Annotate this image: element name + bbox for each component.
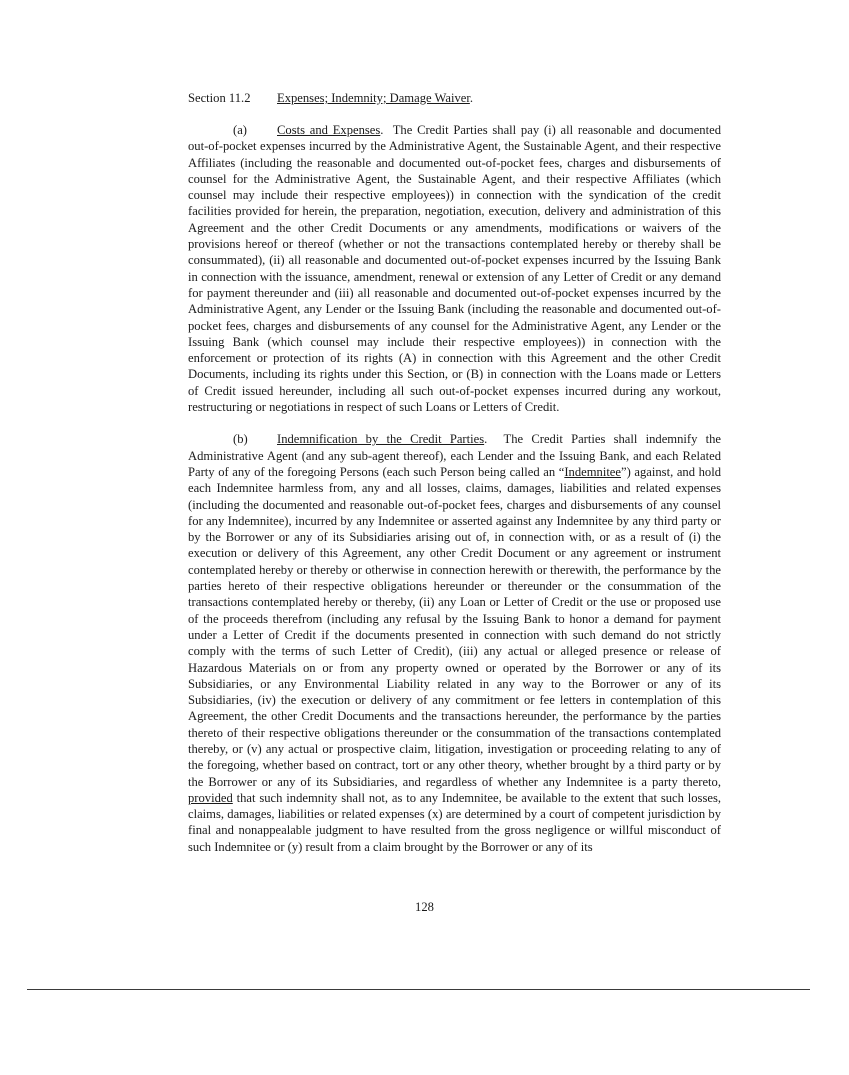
section-title: Expenses; Indemnity; Damage Waiver <box>277 91 470 105</box>
footer-divider <box>27 989 810 990</box>
paragraph-b <box>188 431 725 855</box>
paragraph-a-heading-suffix: . <box>380 123 384 137</box>
paragraph-b-heading-suffix: . <box>484 432 488 447</box>
paragraph-b-text-1: The Credit Parties shall indemnify the Administrative Agent (and any sub-agent thereof), each Lender and the Issuing Bank, and each Related Party of any of the foregoing Persons (each such Person being called an “ <box>188 432 725 479</box>
proviso-term: provided <box>188 790 233 805</box>
paragraph-a <box>188 122 725 415</box>
paragraph-a-text: The Credit Parties shall pay (i) all reasonable and documented out-of-pocket expenses incurred by the Administrative Agent, the Sustainable Agent, and their respective Affiliates (including the reasonable and documented out-of-pocket fees, charges and disbursements of counsel for the Administrative Agent, the Sustainable Agent, and their respective Affiliates (which counsel may include their respective employees)) in connection with the syndication of the credit facilities provided for herein, the preparation, negotiation, execution, delivery and administration of this Agreement and the other Credit Documents or any amendments, modifications or waivers of the provisions hereof or thereof (whether or not the transactions contemplated hereby or thereby shall be consummated), (ii) all reasonable and documented out-of-pocket expenses incurred by the Issuing Bank in connection with the issuance, amendment, renewal or extension of any Letter of Credit or any demand for payment thereunder and (iii) all reasonable and documented out-of-pocket expenses incurred by the Administrative Agent, any Lender or the Issuing Bank (including the reasonable and documented out-of-pocket fees, charges and disbursements of any counsel for the Administrative Agent, any Lender or the Issuing Bank (which counsel may include their respective employees)) in connection with the enforcement or protection of its rights (A) in connection with this Agreement and the other Credit Documents, including its rights under this Section, or (B) in connection with the Loans made or Letters of Credit issued hereunder, including all such out-of-pocket expenses incurred during any workout, restructuring or negotiations in respect of such Loans or Letters of Credit. <box>188 123 725 415</box>
section-number: Section 11.2 <box>188 91 251 105</box>
paragraph-b-label: (b) <box>233 432 248 447</box>
section-heading <box>188 90 721 106</box>
defined-term-indemnitee: Indemnitee <box>564 464 621 479</box>
paragraph-a-heading: Costs and Expenses <box>277 123 381 137</box>
section-title-suffix: . <box>469 91 474 105</box>
document-page <box>188 90 725 871</box>
paragraph-b-text-2: ”) against, and hold each Indemnitee harmless from, any and all losses, claims, damages, liabilities and related expenses (including the documented and reasonable out-of-pocket fees, charges and disbursements of any counsel for any Indemnitee), incurred by any Indemnitee or asserted against any Indemnitee by any third party or by the Borrower or any of its Subsidiaries arising out of, in connection with, or as a result of (i) the execution or delivery of this Agreement, any other Credit Document or any agreement or instrument contemplated hereby or thereby or otherwise in connection herewith or therewith, the performance by the parties hereto of their respective obligations hereunder or thereunder or the consummation of the transactions contemplated hereby or thereby, (ii) any Loan or Letter of Credit or the use or proposed use of the proceeds therefrom (including any refusal by the Issuing Bank to honor a demand for payment under a Letter of Credit if the documents presented in connection with such demand do not strictly comply with the terms of such Letter of Credit), (iii) any actual or alleged presence or release of Hazardous Materials on or from any property owned or operated by the Borrower or any of its Subsidiaries, or any Environmental Liability related in any way to the Borrower or any of its Subsidiaries, (iv) the execution or delivery of any commitment or fee letters in contemplation of this Agreement, the other Credit Documents and the transactions hereunder, the performance by the parties thereto of their respective obligations thereunder or the consummation of the transactions contemplated thereby, or (v) any actual or prospective claim, litigation, investigation or proceeding relating to any of the foregoing, whether based on contract, tort or any other theory, whether brought by a third party or by the Borrower or any of its Subsidiaries, and regardless of whether any Indemnitee is a party thereto, <box>188 464 722 789</box>
paragraph-b-text-3: that such indemnity shall not, as to any Indemnitee, be available to the extent that such losses, claims, damages, liabilities or related expenses (x) are determined by a court of competent jurisdiction by final and nonappealable judgment to have resulted from the gross negligence or willful misconduct of such Indemnitee or (y) result from a claim brought by the Borrower or any of its <box>188 790 721 854</box>
paragraph-b-heading: Indemnification by the Credit Parties <box>277 432 485 447</box>
paragraph-a-label: (a) <box>233 123 247 137</box>
page-number: 128 <box>415 900 434 914</box>
